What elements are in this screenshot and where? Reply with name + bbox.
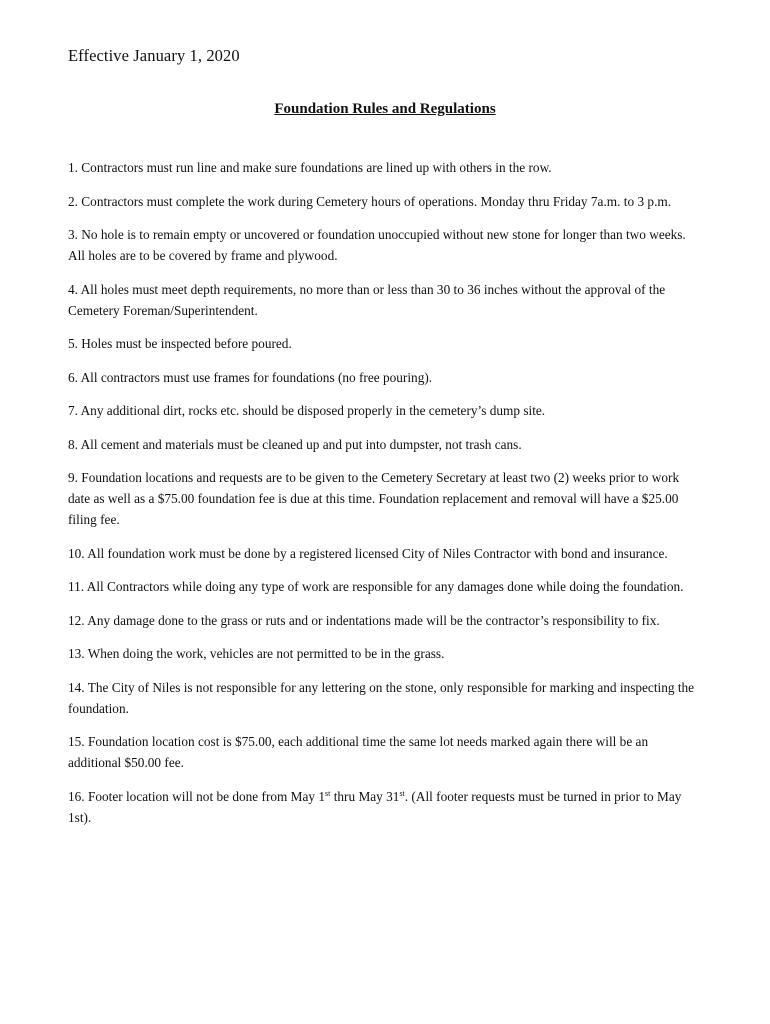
rule-item-2: 2. Contractors must complete the work during Cemetery hours of operations. Monday thru Friday 7a.m. to 3 p.m. (68, 193, 672, 209)
rule-item-5: 5. Holes must be inspected before poured. (68, 336, 292, 351)
rule-item-7: 7. Any additional dirt, rocks etc. should be disposed properly in the cemetery’s dump site. (68, 403, 546, 418)
rule-item-8: 8. All cement and materials must be cleaned up and put into dumpster, not trash cans. (68, 436, 522, 452)
rule-16-text-part1: 16. Footer location will not be done from May 1 (68, 788, 326, 804)
rule-item-11: 11. All Contractors while doing any type of work are responsible for any damages done while doing the foundation. (68, 579, 684, 594)
rule-16-text-part3: . (All footer requests must be turned in prior to May 1st). (68, 788, 682, 825)
rules-list (68, 157, 704, 840)
rule-16-text-part2: thru May 31 (330, 788, 400, 804)
rule-item-6: 6. All contractors must use frames for foundations (no free pouring). (68, 369, 433, 385)
effective-date: Effective January 1, 2020 (68, 46, 240, 65)
rule-item-10: 10. All foundation work must be done by a registered licensed City of Niles Contractor with bond and insurance. (68, 545, 668, 561)
rule-16-superscript-2: st (399, 788, 405, 798)
rule-item-15: 15. Foundation location cost is $75.00, each additional time the same lot needs marked again there will be an additional $50.00 fee. (68, 734, 649, 770)
rule-item-13: 13. When doing the work, vehicles are not permitted to be in the grass. (68, 646, 445, 661)
rule-item-3: 3. No hole is to remain empty or uncovered or foundation unoccupied without new stone for longer than two weeks. All holes are to be covered by frame and plywood. (68, 227, 686, 263)
rule-16-superscript-1: st (325, 788, 331, 798)
rule-item-9: 9. Foundation locations and requests are to be given to the Cemetery Secretary at least two (2) weeks prior to work date as well as a $75.00 foundation fee is due at this time. Foundation replacement and removal will have a $25.00 filing fee. (68, 470, 680, 527)
rule-item-4: 4. All holes must meet depth requirements, no more than or less than 30 to 36 inches without the approval of the Cemetery Foreman/Superintendent. (68, 281, 666, 318)
document-title: Foundation Rules and Regulations (274, 101, 496, 117)
rule-item-16 (68, 786, 704, 828)
rule-item-14: 14. The City of Niles is not responsible for any lettering on the stone, only responsible for marking and inspecting the foundation. (68, 679, 695, 716)
rule-item-1: 1. Contractors must run line and make sure foundations are lined up with others in the row. (68, 160, 552, 175)
rule-item-12: 12. Any damage done to the grass or ruts and or indentations made will be the contractor’s responsibility to fix. (68, 612, 660, 628)
